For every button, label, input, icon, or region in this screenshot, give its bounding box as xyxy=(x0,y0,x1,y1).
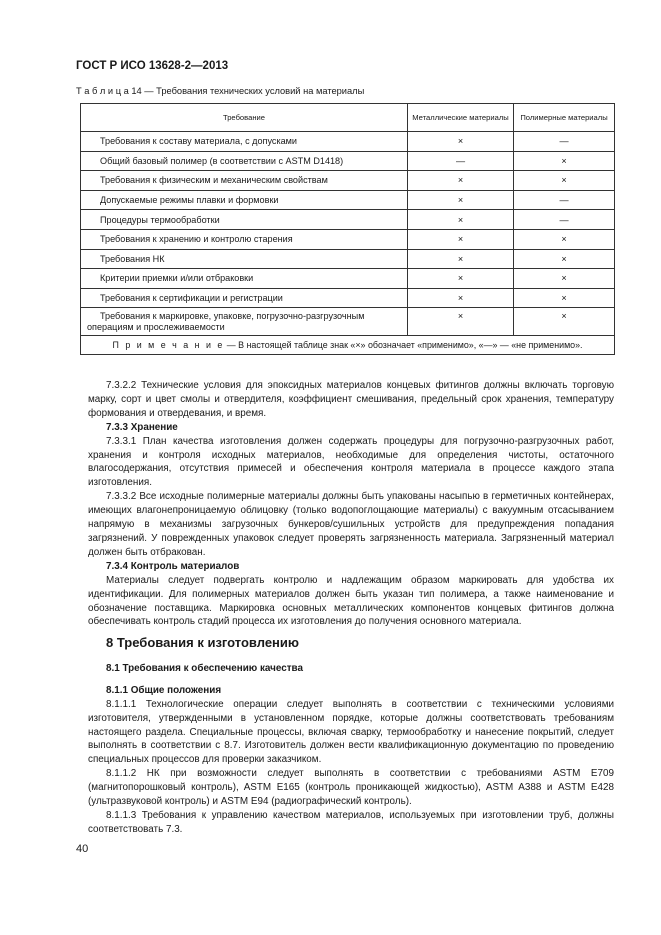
cell-requirement: Требования НК xyxy=(81,249,408,269)
cell-metal: × xyxy=(408,308,514,336)
header-metal: Металлические материалы xyxy=(408,104,514,132)
cell-requirement: Требования к составу материала, с допусками xyxy=(81,132,408,152)
heading-section-8: 8 Требования к изготовлению xyxy=(106,635,300,650)
cell-polymer: × xyxy=(514,269,615,289)
cell-metal: × xyxy=(408,229,514,249)
paragraph-7-3-3-1: 7.3.3.1 План качества изготовления должен содержать процедуры для погрузочно-разгрузочных работ, хранения и контроля исходных материалов, необходимые для определения чистоты, остаточного влагосодержания, отсутствия примесей и обеспечения контроля материала в процессе каждого этапа изготовления. xyxy=(88,435,614,489)
table-row xyxy=(81,190,615,210)
cell-polymer: — xyxy=(514,132,615,152)
requirements-table xyxy=(80,103,615,355)
table-row xyxy=(81,308,615,336)
paragraph-8-1-1-1: 8.1.1.1 Технологические операции следует выполнять в соответствии с техническими условиями изготовителя, утвержденными в установленном порядке, которые должны соответствовать требованиям настоящего раздела. Специальные процессы, включая сварку, термообработку и нанесение покрытий, следует выполнять в соответствии с 8.7. Изготовитель должен вести квалификационную документацию по проведению специальных процессов для проверки заказчиком. xyxy=(88,698,614,766)
cell-polymer: — xyxy=(514,190,615,210)
section-8-text xyxy=(88,636,614,837)
heading-8-1-1: 8.1.1 Общие положения xyxy=(106,684,222,696)
table-row xyxy=(81,171,615,191)
cell-metal: × xyxy=(408,171,514,191)
cell-requirement: Требования к маркировке, упаковке, погрузочно-разгрузочным операциям и прослеживаемости xyxy=(81,308,408,336)
section-7-3-text xyxy=(88,379,614,629)
paragraph-8-1-1-2: 8.1.1.2 НК при возможности следует выполнять в соответствии с требованиями ASTM E709 (магнитопорошковый контроль), ASTM E165 (контроль проникающей жидкостью), ASTM A388 и ASTM E428 (ультразвуковой контроль) и ASTM E94 (радиографический контроль). xyxy=(88,768,614,808)
header-requirement: Требование xyxy=(81,104,408,132)
cell-metal: — xyxy=(408,151,514,171)
cell-metal: × xyxy=(408,210,514,230)
table-row xyxy=(81,151,615,171)
paragraph-7-3-2-2: 7.3.2.2 Технические условия для эпоксидных материалов концевых фитингов должны включать торговую марку, сорт и цвет смолы и отвердителя, коэффициент смешивания, предельный срок хранения, температуру формования и отвердевания, и время. xyxy=(88,380,614,419)
table-row xyxy=(81,288,615,308)
table-header-row xyxy=(81,104,615,132)
cell-requirement: Требования к сертификации и регистрации xyxy=(81,288,408,308)
table-row xyxy=(81,269,615,289)
table-caption-text: — Требования технических условий на материалы xyxy=(141,86,365,96)
document-header: ГОСТ Р ИСО 13628-2—2013 xyxy=(76,60,229,72)
cell-polymer: — xyxy=(514,210,615,230)
cell-polymer: × xyxy=(514,249,615,269)
cell-requirement: Требования к физическим и механическим свойствам xyxy=(81,171,408,191)
cell-metal: × xyxy=(408,288,514,308)
header-polymer: Полимерные материалы xyxy=(514,104,615,132)
cell-requirement: Допускаемые режимы плавки и формовки xyxy=(81,190,408,210)
table-row xyxy=(81,210,615,230)
table-note-text: — В настоящей таблице знак «×» обозначает «применимо», «—» — «не применимо». xyxy=(224,340,583,351)
table-note-row xyxy=(81,336,615,355)
cell-metal: × xyxy=(408,269,514,289)
table-caption-label: Т а б л и ц а 14 xyxy=(76,86,142,96)
cell-polymer: × xyxy=(514,288,615,308)
cell-requirement: Общий базовый полимер (в соответствии с ASTM D1418) xyxy=(81,151,408,171)
cell-metal: × xyxy=(408,132,514,152)
heading-8-1: 8.1 Требования к обеспечению качества xyxy=(106,662,303,674)
paragraph-7-3-4: Материалы следует подвергать контролю и надлежащим образом маркировать для удобства их идентификации. Для полимерных материалов должен быть указан тип полимера, а также наименование и обозначение поставщика. Маркировка основных металлических компонентов концевых фитингов должна обеспечивать контроль стадий процесса их изготовления до получения основного материала. xyxy=(88,574,614,628)
table-note-label: П р и м е ч а н и е xyxy=(112,340,225,351)
cell-polymer: × xyxy=(514,308,615,336)
cell-metal: × xyxy=(408,249,514,269)
cell-requirement: Критерии приемки и/или отбраковки xyxy=(81,269,408,289)
heading-7-3-4: 7.3.4 Контроль материалов xyxy=(106,560,240,572)
paragraph-7-3-3-2: 7.3.3.2 Все исходные полимерные материалы должны быть упакованы насыпью в герметичных контейнерах, имеющих влагонепроницаемую облицовку (только водопоглощающие материалы) с вакуумным отсасыванием напрямую в механизмы загрузочных бункеров/сушильных устройств для предупреждения попадания загрязнений. У поврежденных упаковок следует проверять загрязненность материала. Загрязненный материал должен быть отбракован. xyxy=(88,491,614,558)
cell-metal: × xyxy=(408,190,514,210)
table-row xyxy=(81,132,615,152)
heading-7-3-3: 7.3.3 Хранение xyxy=(106,421,178,433)
cell-polymer: × xyxy=(514,229,615,249)
page-number: 40 xyxy=(76,843,89,855)
table-caption xyxy=(76,86,364,96)
table-row xyxy=(81,229,615,249)
cell-polymer: × xyxy=(514,151,615,171)
table-row xyxy=(81,249,615,269)
cell-requirement: Процедуры термообработки xyxy=(81,210,408,230)
paragraph-8-1-1-3: 8.1.1.3 Требования к управлению качеством материалов, используемых при изготовлении труб, должны соответствовать 7.3. xyxy=(88,809,614,835)
cell-polymer: × xyxy=(514,171,615,191)
cell-requirement: Требования к хранению и контролю старения xyxy=(81,229,408,249)
table-note xyxy=(81,336,615,355)
